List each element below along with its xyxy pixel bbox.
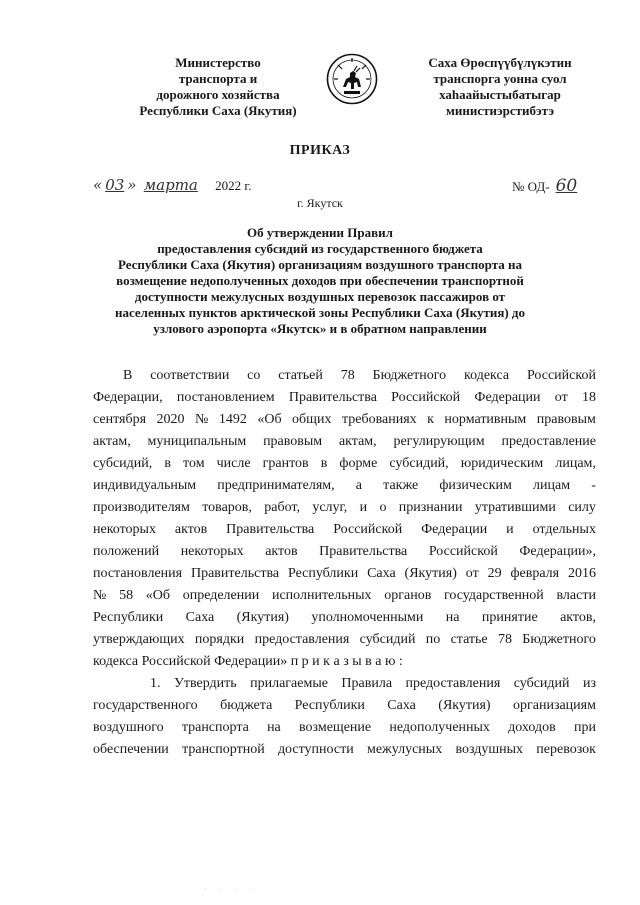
document-type-heading: ПРИКАЗ — [289, 143, 351, 158]
date-open-quote: « — [93, 176, 103, 194]
body-text-line: субсидий, в том числе грантов в форме субсидий, юридическим лицам, — [93, 456, 596, 471]
date-close-quote: » — [127, 176, 137, 194]
body-text-line: положений некоторых актов Правительства Российской Федерации», — [93, 544, 596, 559]
ministry-name-line: транспорта и — [178, 71, 258, 86]
list-item-line: государственного бюджета Республики Саха (Якутия) организациям — [93, 698, 596, 713]
ministry-name-line: Министерство — [175, 55, 261, 70]
body-text-line: некоторых актов Правительства Российской Федерации и отдельных — [93, 522, 596, 537]
date-day: 03 — [105, 176, 125, 194]
body-text-line: утверждающих порядки предоставления субсидий по статье 78 Бюджетного — [93, 632, 596, 647]
sakha-republic-emblem-icon — [326, 53, 378, 105]
ministry-name-line: Саха Өрөспүүбүлүкэтин — [428, 55, 572, 70]
title-line: возмещение недополученных доходов при обеспечении транспортной — [116, 273, 524, 288]
title-line: населенных пунктов арктической зоны Республики Саха (Якутия) до — [114, 305, 526, 320]
title-line: узлового аэропорта «Якутск» и в обратном направлении — [153, 321, 487, 336]
body-text-line: производителям товаров, работ, услуг, и о признании утратившими силу — [93, 500, 596, 515]
title-line: предоставления субсидий из государственного бюджета — [157, 241, 483, 256]
ministry-name-line: министиэрстибэтэ — [446, 103, 554, 118]
city-name: г. Якутск — [297, 196, 343, 210]
ministry-name-yakut — [400, 55, 600, 119]
ministry-name-line: дорожного хозяйства — [156, 87, 280, 102]
title-line: доступности межулусных воздушных перевозок пассажиров от — [134, 289, 506, 304]
order-date — [93, 176, 252, 194]
date-year: 2022 г. — [215, 178, 252, 193]
ministry-name-line: хаһаайыстыбатыгар — [439, 87, 561, 102]
ministry-name-line: транспорга уонна суол — [433, 71, 567, 86]
body-text-line: индивидуальным предпринимателям, а также физическим лицам - — [93, 478, 596, 493]
ministry-name-line: Республики Саха (Якутия) — [139, 103, 297, 118]
list-item-line: обеспечении транспортной доступности межулусных воздушных перевозок — [93, 742, 596, 757]
document-title — [60, 225, 580, 337]
order-number-prefix: № ОД- — [512, 179, 550, 194]
body-text-line: актам, муниципальным правовым актам, регулирующим предоставление — [93, 434, 596, 449]
date-month: марта — [143, 176, 198, 194]
document-body — [93, 365, 596, 761]
body-text-line: сентября 2020 № 1492 «Об общих требованиях к нормативным правовым — [93, 412, 596, 427]
order-number-value: 60 — [555, 176, 578, 196]
body-text-line: постановления Правительства Республики Саха (Якутия) от 29 февраля 2016 — [93, 566, 596, 581]
list-item-line: воздушного транспорта на возмещение недополученных доходов при — [93, 720, 596, 735]
body-text-line: № 58 «Об определении исполнительных органов государственной власти — [93, 588, 596, 603]
title-line: Республики Саха (Якутия) организациям воздушного транспорта на — [117, 257, 523, 272]
order-number — [512, 176, 583, 196]
title-line: Об утверждении Правил — [247, 225, 393, 240]
list-item-line: 1. Утвердить прилагаемые Правила предоставления субсидий из — [150, 676, 596, 691]
scan-marks: . . . . — [205, 886, 258, 892]
ministry-name-russian — [118, 55, 318, 119]
body-text-line: В соответствии со статьей 78 Бюджетного кодекса Российской — [123, 368, 596, 383]
body-text-line: кодекса Российской Федерации» п р и к а з ы в а ю : — [93, 654, 403, 669]
body-text-line: Республики Саха (Якутия) уполномоченными на принятие актов, — [93, 610, 596, 625]
body-text-line: Федерации, постановлением Правительства Российской Федерации от 18 — [93, 390, 596, 405]
